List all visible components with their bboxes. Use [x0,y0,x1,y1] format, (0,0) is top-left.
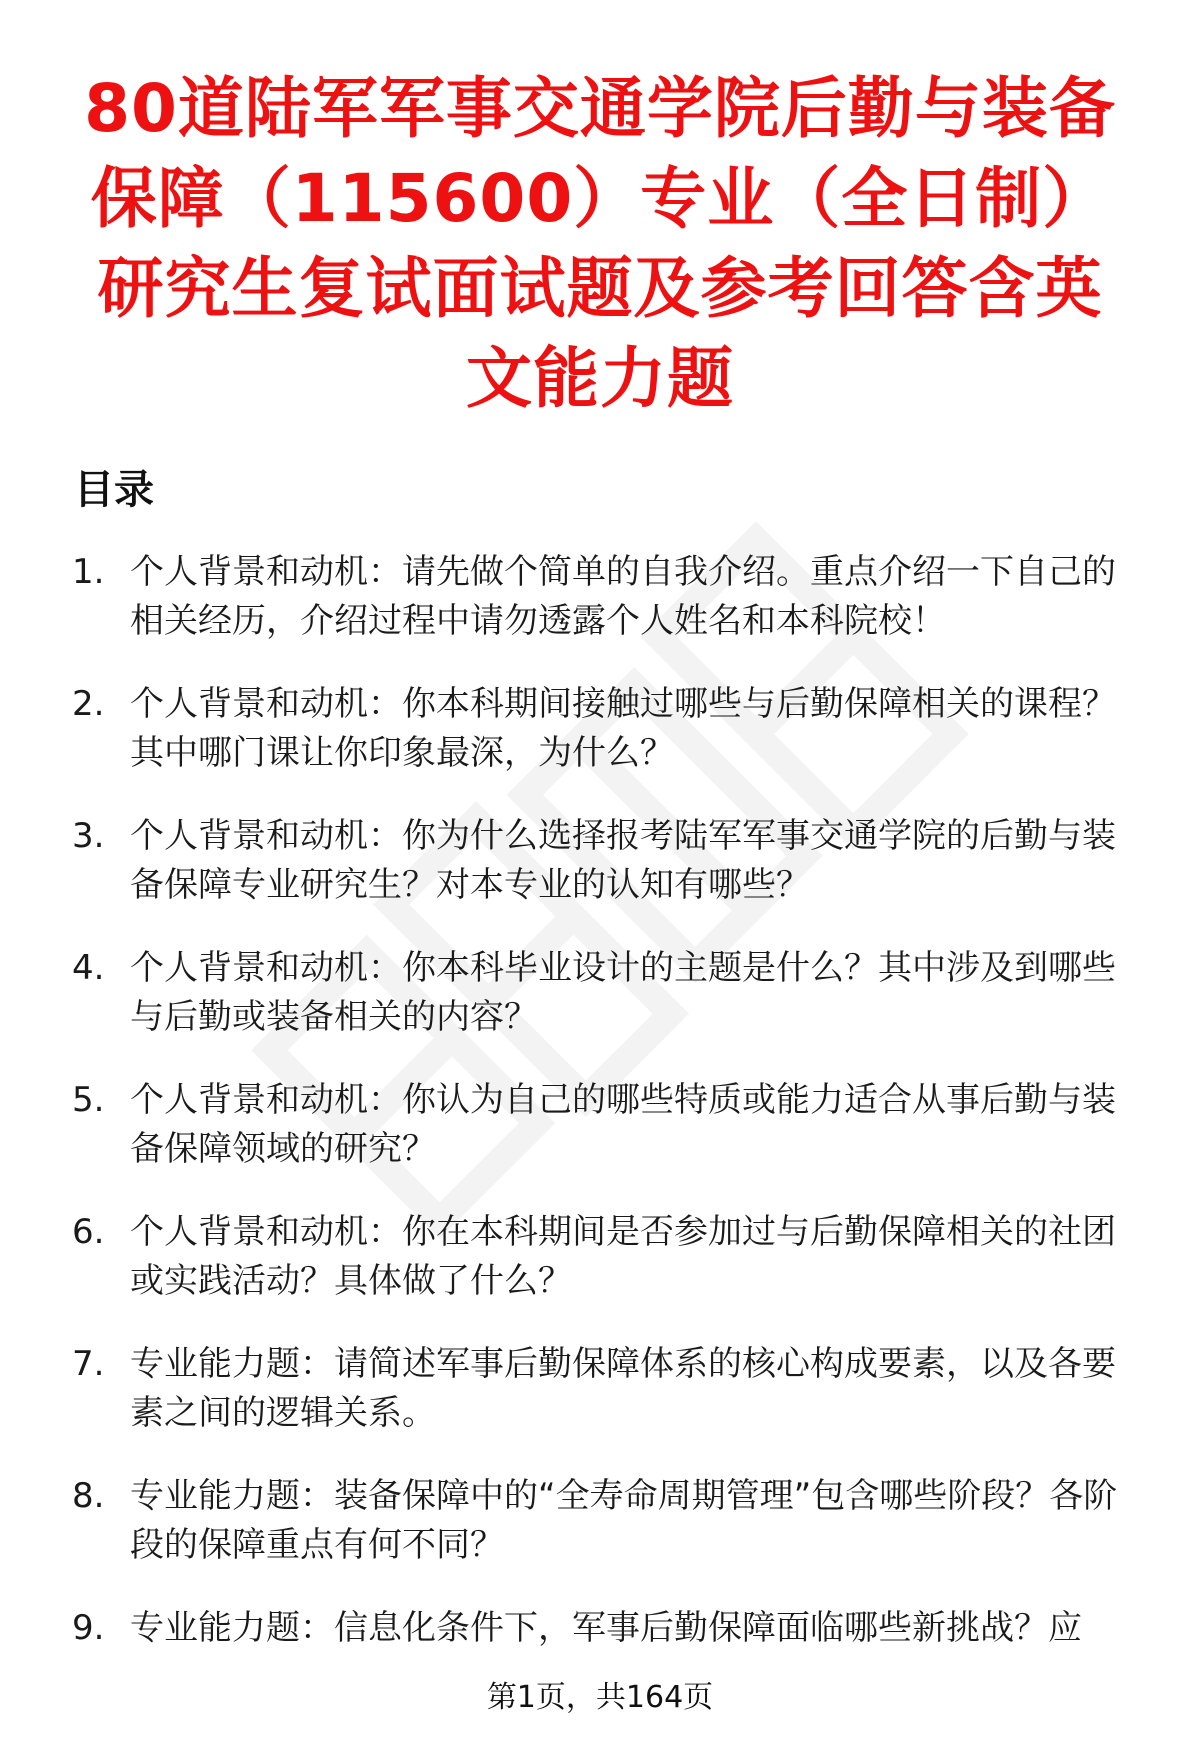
toc-item-text: 个人背景和动机：你本科期间接触过哪些与后勤保障相关的课程？其中哪门课让你印象最深，为什么？ [130,684,1116,773]
toc-item-number: 3. [72,816,105,856]
toc-item-number: 8. [72,1476,105,1516]
document-title: 80道陆军军事交通学院后勤与装备保障（115600）专业（全日制）研究生复试面试题及参考回答含英文能力题 [84,70,1116,417]
toc-item-text: 个人背景和动机：请先做个简单的自我介绍。重点介绍一下自己的相关经历，介绍过程中请勿透露个人姓名和本科院校！ [130,552,1116,641]
page-footer: 第1页，共164页 [486,1680,714,1715]
toc-item [72,1208,1142,1306]
toc-item-number: 5. [72,1080,105,1120]
toc-item [72,1472,1142,1570]
toc-item-number: 7. [72,1344,105,1384]
toc-item [72,548,1142,646]
toc-item [72,1604,1142,1653]
toc-item-text: 个人背景和动机：你为什么选择报考陆军军事交通学院的后勤与装备保障专业研究生？对本专业的认知有哪些？ [130,816,1116,905]
toc-item-text: 专业能力题：装备保障中的“全寿命周期管理”包含哪些阶段？各阶段的保障重点有何不同？ [130,1476,1118,1565]
toc-item-number: 4. [72,948,105,988]
toc-heading: 目录 [74,467,154,513]
toc-item-number: 1. [72,552,105,592]
toc-item [72,812,1142,910]
toc-item-text: 个人背景和动机：你在本科期间是否参加过与后勤保障相关的社团或实践活动？具体做了什么？ [130,1212,1116,1301]
toc-item-number: 9. [72,1608,105,1648]
toc-item-number: 6. [72,1212,105,1252]
toc-item [72,1340,1142,1438]
toc-item-text: 专业能力题：信息化条件下，军事后勤保障面临哪些新挑战？应 [130,1608,1082,1648]
toc-item-text: 专业能力题：请简述军事后勤保障体系的核心构成要素，以及各要素之间的逻辑关系。 [130,1344,1116,1433]
toc-list [72,548,1142,1687]
toc-item-text: 个人背景和动机：你本科毕业设计的主题是什么？其中涉及到哪些与后勤或装备相关的内容？ [130,948,1116,1037]
toc-item-text: 个人背景和动机：你认为自己的哪些特质或能力适合从事后勤与装备保障领域的研究？ [130,1080,1116,1169]
toc-item [72,1076,1142,1174]
toc-item [72,680,1142,778]
toc-item [72,944,1142,1042]
toc-item-number: 2. [72,684,105,724]
